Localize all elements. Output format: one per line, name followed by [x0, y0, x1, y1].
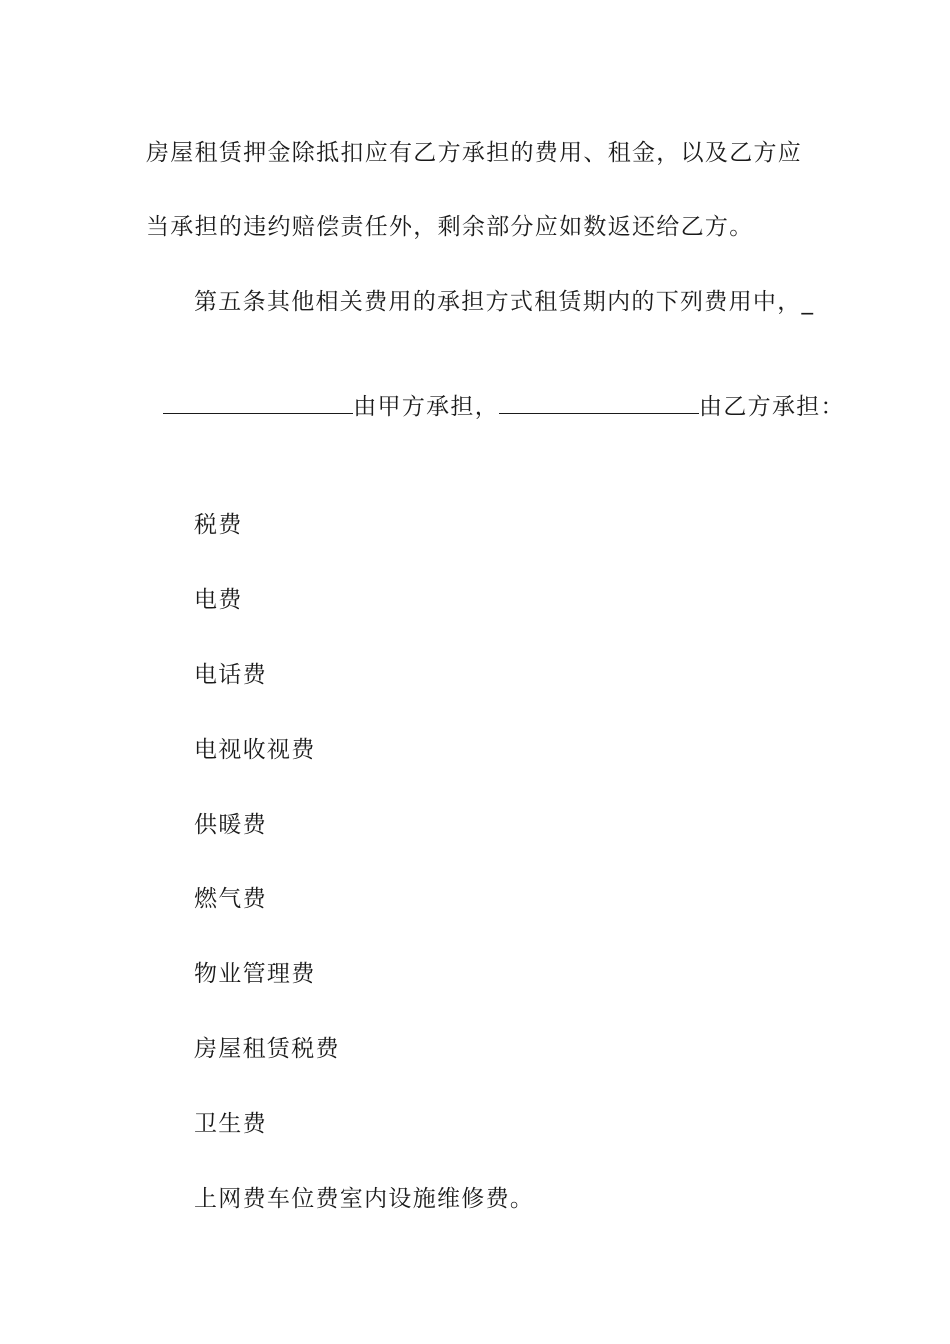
fee-item: 房屋租赁税费	[194, 1036, 340, 1062]
tenant-pays-label: 由乙方承担：	[699, 394, 845, 420]
fee-item: 供暖费	[194, 812, 267, 838]
paragraph-line: 房屋租赁押金除抵扣应有乙方承担的费用、租金，以及乙方应	[146, 140, 803, 166]
fee-item: 卫生费	[194, 1111, 267, 1137]
article-five-line: 第五条其他相关费用的承担方式租赁期内的下列费用中，_	[194, 289, 815, 315]
fee-item: 电费	[194, 587, 243, 613]
fee-item: 电话费	[194, 662, 267, 688]
fill-in-blank[interactable]	[499, 393, 699, 414]
fee-item: 燃气费	[194, 886, 267, 912]
fill-in-blank[interactable]	[163, 393, 353, 414]
article-five-blanks-line	[146, 362, 845, 422]
fee-item: 电视收视费	[194, 737, 316, 763]
landlord-pays-label: 由甲方承担，	[353, 394, 500, 420]
fee-item: 税费	[194, 512, 243, 538]
fee-item: 物业管理费	[194, 961, 316, 987]
paragraph-line: 当承担的违约赔偿责任外，剩余部分应如数返还给乙方。	[146, 214, 754, 240]
fee-item: 上网费车位费室内设施维修费。	[194, 1186, 535, 1212]
